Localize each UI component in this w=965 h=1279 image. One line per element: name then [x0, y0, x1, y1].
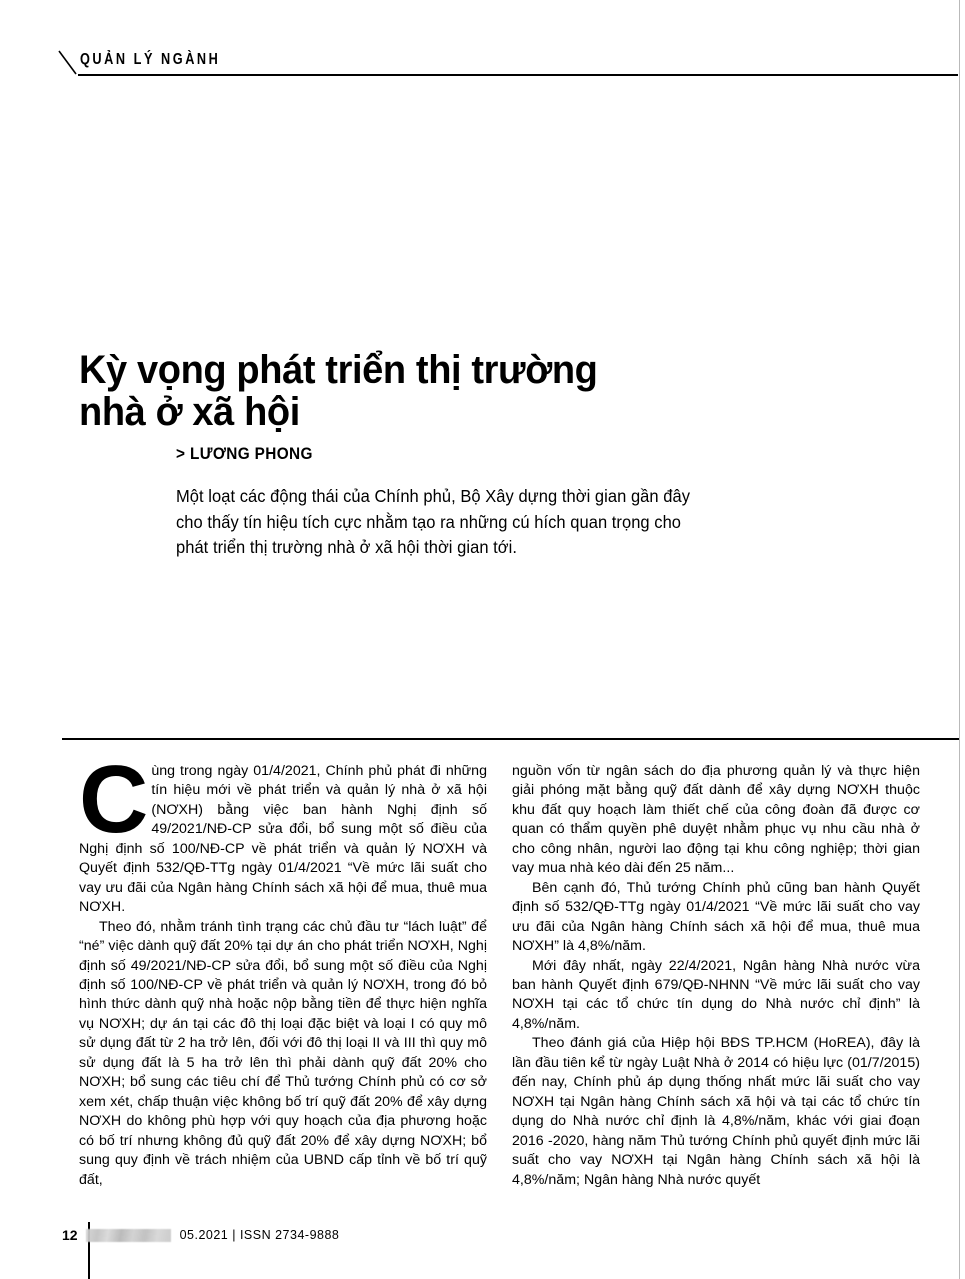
headline-line-1: Kỳ vọng phát triển thị trường	[79, 347, 598, 392]
drop-cap: C	[79, 746, 147, 853]
page-title	[79, 349, 687, 433]
body-paragraph	[79, 746, 487, 918]
body-paragraph	[512, 1034, 920, 1190]
masthead-logo-icon	[86, 1229, 171, 1242]
body-paragraph	[512, 879, 920, 957]
headline-line-2: nhà ở xã hội	[79, 389, 300, 434]
body-paragraph-text: Mới đây nhất, ngày 22/4/2021, Ngân hàng Nhà nước vừa ban hành Quyết định 679/QĐ-NHNN “Về mức lãi suất cho vay NƠXH tại các tổ chức tín dụng do Nhà nước chỉ định” là 4,8%/năm.	[512, 957, 920, 1032]
body-paragraph	[79, 918, 487, 1190]
byline: > LƯƠNG PHONG	[176, 445, 313, 463]
body-paragraph-text: Theo đó, nhằm tránh tình trạng các chủ đầu tư “lách luật” để “né” việc dành quỹ đất 20% tại dự án cho phát triển NƠXH, Nghị định số 49/2021/NĐ-CP sửa đổi, bổ sung một số điều của Nghị định số 100/NĐ-CP về phát triển và quản lý NƠXH, trong đó bỏ hình thức dành quỹ nhà hoặc nộp bằng tiền để thực hiện nghĩa vụ NƠXH; dự án tại các đô thị loại đặc biệt và loại I có quy mô sử dụng đất từ 2 ha trở lên, đối với đô thị loại II và III thì quy mô sử dụng đất là 5 ha trở lên thì phải dành quỹ đất 20% cho NƠXH; bổ sung các tiêu chí để Thủ tướng Chính phủ có cơ sở xem xét, chấp thuận việc không bố trí quỹ đất 20% để xây dựng NƠXH do không phù hợp với quy hoạch của địa phương hoặc có bố trí nhưng không đủ quỹ đất 20% để xây dựng NƠXH; bổ sung quy định về trách nhiệm của UBND cấp tỉnh về bố trí quỹ đất,	[79, 918, 487, 1188]
running-header	[58, 48, 958, 86]
body-paragraph	[512, 762, 920, 879]
body-paragraph	[512, 957, 920, 1035]
page-footer	[62, 1222, 339, 1248]
diagonal-slash-icon	[58, 50, 80, 76]
article-body	[79, 746, 920, 1192]
body-divider-rule	[62, 738, 959, 740]
standfirst: Một loạt các động thái của Chính phủ, Bộ Xây dựng thời gian gần đây cho thấy tín hiệu tích cực nhằm tạo ra những cú hích quan trọng cho phát triển thị trường nhà ở xã hội thời gian tới.	[176, 486, 691, 557]
body-paragraph-text: Theo đánh giá của Hiệp hội BĐS TP.HCM (HoREA), đây là lần đầu tiên kể từ ngày Luật Nhà ở 2014 có hiệu lực (01/7/2015) đến nay, Chính phủ áp dụng thống nhất mức lãi suất cho vay NƠXH tại Ngân hàng Chính sách xã hội và tại các tổ chức tín dụng do Nhà nước chỉ định là 4,8%/năm, khác với giai đoạn 2016 -2020, hàng năm Thủ tướng Chính phủ quyết định mức lãi suất cho vay NƠXH tại Ngân hàng Chính sách xã hội là 4,8%/năm; Ngân hàng Nhà nước quyết	[512, 1035, 920, 1188]
running-header-rule	[78, 74, 958, 76]
footer-meta: 05.2021 | ISSN 2734-9888	[179, 1228, 340, 1242]
page-number: 12	[62, 1227, 78, 1243]
body-paragraph-text: ùng trong ngày 01/4/2021, Chính phủ phát đi những tín hiệu mới về phát triển và quản lý nhà ở xã hội (NƠXH) bằng việc ban hành Nghị định số 49/2021/NĐ-CP sửa đổi, bổ sung một số điều của Nghị định số 100/NĐ-CP về phát triển và quản lý NƠXH và Quyết định 532/QĐ-TTg ngày 01/4/2021 “Về mức lãi suất cho vay ưu đãi của Ngân hàng Chính sách xã hội để mua, thuê mua NƠXH.	[79, 763, 487, 916]
body-column-right	[512, 762, 920, 1190]
body-paragraph-text: Bên cạnh đó, Thủ tướng Chính phủ cũng ban hành Quyết định số 532/QĐ-TTg ngày 01/4/2021 “Về mức lãi suất cho vay ưu đãi của Ngân hàng Chính sách xã hội để mua, thuê mua NƠXH” là 4,8%/năm.	[512, 879, 920, 955]
running-header-label: QUẢN LÝ NGÀNH	[80, 51, 221, 68]
page-edge-rule	[959, 0, 960, 1279]
body-paragraph-text: nguồn vốn từ ngân sách do địa phương quản lý và thực hiện giải phóng mặt bằng quỹ đất dành để xây dựng NƠXH thuộc khu đất quy hoạch làm thiết chế của công đoàn đã được cơ quan có thẩm quyền phê duyệt nhằm phục vụ nhu cầu nhà ở cho công nhân, người lao động tại khu công nghiệp; thời gian vay mua nhà kéo dài đến 25 năm...	[512, 763, 920, 877]
body-column-left	[79, 746, 487, 1190]
